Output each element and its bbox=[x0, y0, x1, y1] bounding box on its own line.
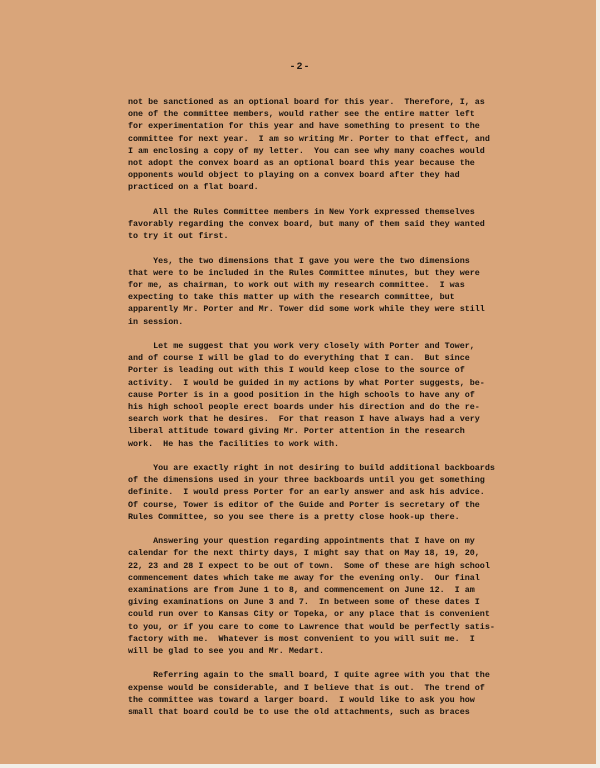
text-line: expense would be considerable, and I believe that is out. The trend of bbox=[128, 682, 485, 693]
text-line: You are exactly right in not desiring to build additional backboards bbox=[128, 463, 495, 474]
text-line: activity. I would be guided in my actions by what Porter suggests, be- bbox=[128, 377, 485, 388]
text-line: of the dimensions used in your three backboards until you get something bbox=[128, 475, 485, 486]
text-line: definite. I would press Porter for an early answer and ask his advice. bbox=[128, 487, 485, 498]
text-line: examinations are from June 1 to 8, and commencement on June 12. I am bbox=[128, 585, 475, 596]
paragraph bbox=[128, 96, 548, 194]
text-line: commencement dates which take me away for the evening only. Our final bbox=[128, 572, 480, 583]
letter-body bbox=[128, 96, 548, 730]
text-line: in session. bbox=[128, 316, 184, 327]
text-line: small that board could be to use the old attachments, such as braces bbox=[128, 707, 470, 718]
text-line: Rules Committee, so you see there is a pretty close hook-up there. bbox=[128, 511, 460, 522]
text-line: that were to be included in the Rules Committee minutes, but they were bbox=[128, 267, 480, 278]
text-line: work. He has the facilities to work with. bbox=[128, 438, 340, 449]
text-line: will be glad to see you and Mr. Medart. bbox=[128, 646, 325, 657]
paragraph bbox=[128, 255, 548, 328]
text-line: liberal attitude toward giving Mr. Porter attention in the research bbox=[128, 426, 465, 437]
text-line: Yes, the two dimensions that I gave you were the two dimensions bbox=[128, 255, 470, 266]
text-line: apparently Mr. Porter and Mr. Tower did some work while they were still bbox=[128, 304, 485, 315]
paragraph bbox=[128, 340, 548, 450]
text-line: Of course, Tower is editor of the Guide and Porter is secretary of the bbox=[128, 499, 480, 510]
text-line: not adopt the convex board as an optional board this year because the bbox=[128, 158, 475, 169]
text-line: factory with me. Whatever is most convenient to you will suit me. I bbox=[128, 633, 475, 644]
text-line: Let me suggest that you work very closely with Porter and Tower, bbox=[128, 341, 475, 352]
text-line: to try it out first. bbox=[128, 231, 229, 242]
text-line: Referring again to the small board, I quite agree with you that the bbox=[128, 670, 490, 681]
text-line: I am enclosing a copy of my letter. You can see why many coaches would bbox=[128, 145, 485, 156]
text-line: for experimentation for this year and have something to present to the bbox=[128, 121, 480, 132]
text-line: not be sanctioned as an optional board for this year. Therefore, I, as bbox=[128, 97, 485, 107]
text-line: All the Rules Committee members in New York expressed themselves bbox=[128, 206, 475, 217]
text-line: to you, or if you care to come to Lawrence that would be perfectly satis- bbox=[128, 621, 495, 632]
text-line: and of course I will be glad to do everything that I can. But since bbox=[128, 353, 470, 364]
text-line: opponents would object to playing on a convex board after they had bbox=[128, 170, 460, 181]
text-line: for me, as chairman, to work out with my research committee. I was bbox=[128, 280, 465, 291]
text-line: Answering your question regarding appointments that I have on my bbox=[128, 536, 475, 547]
text-line: Porter is leading out with this I would keep close to the source of bbox=[128, 365, 465, 376]
paragraph bbox=[128, 206, 548, 243]
text-line: his high school people erect boards under his direction and do the re- bbox=[128, 402, 480, 413]
text-line: could run over to Kansas City or Topeka, or any place that is convenient bbox=[128, 609, 490, 620]
text-line: cause Porter is in a good position in the high schools to have any of bbox=[128, 389, 475, 400]
paragraph bbox=[128, 535, 548, 657]
text-line: search work that he desires. For that reason I have always had a very bbox=[128, 414, 480, 425]
paragraph bbox=[128, 669, 548, 718]
text-line: 22, 23 and 28 I expect to be out of town. Some of these are high school bbox=[128, 560, 490, 571]
text-line: one of the committee members, would rather see the entire matter left bbox=[128, 109, 475, 120]
text-line: committee for next year. I am so writing Mr. Porter to that effect, and bbox=[128, 133, 490, 144]
text-line: the committee was toward a larger board. I would like to ask you how bbox=[128, 694, 475, 705]
text-line: expecting to take this matter up with the research committee, but bbox=[128, 292, 455, 303]
text-line: giving examinations on June 3 and 7. In between some of these dates I bbox=[128, 597, 480, 608]
text-line: practiced on a flat board. bbox=[128, 182, 259, 193]
text-line: calendar for the next thirty days, I might say that on May 18, 19, 20, bbox=[128, 548, 480, 559]
paragraph bbox=[128, 462, 548, 523]
text-line: favorably regarding the convex board, but many of them said they wanted bbox=[128, 219, 485, 230]
page-number: -2- bbox=[289, 62, 311, 73]
